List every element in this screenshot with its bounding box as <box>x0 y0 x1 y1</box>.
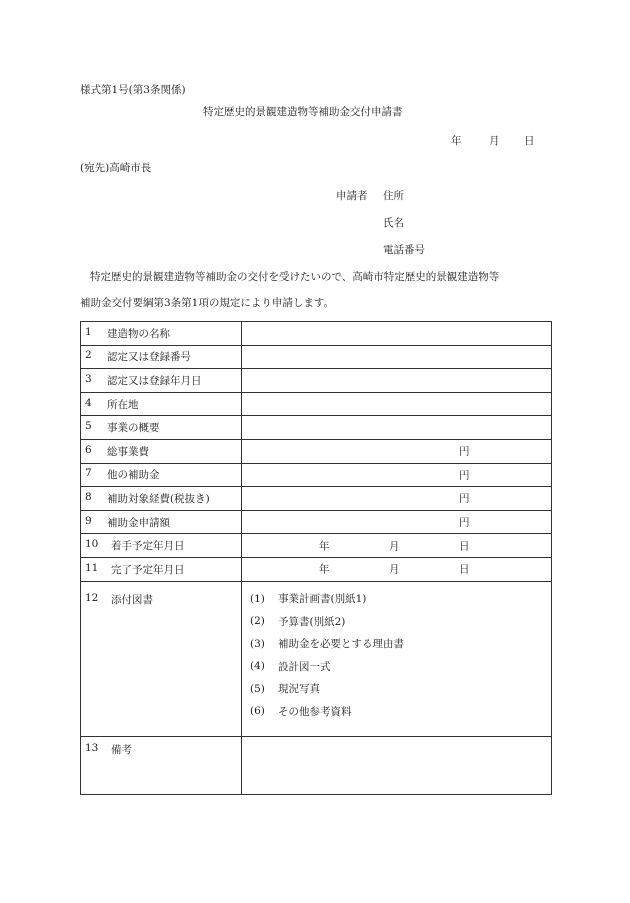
yen-unit: 円 <box>459 492 470 505</box>
row-label: 添付図書 <box>111 593 153 606</box>
year-label: 年 <box>319 540 330 553</box>
completion-date-field[interactable] <box>242 557 552 581</box>
name-label: 氏名 <box>383 217 404 229</box>
addressee: (宛先)高崎市長 <box>80 162 152 174</box>
day-label: 日 <box>459 540 470 553</box>
date-day: 日 <box>524 135 535 147</box>
form-number: 様式第1号(第3条関係) <box>80 84 186 96</box>
attachment-item[interactable] <box>250 655 551 678</box>
location-field[interactable] <box>242 392 552 416</box>
attachment-text: 補助金を必要とする理由書 <box>278 638 404 651</box>
row-label: 総事業費 <box>107 445 149 458</box>
yen-unit: 円 <box>459 516 470 529</box>
attachments-cell <box>242 581 552 736</box>
row-label: 備考 <box>111 743 132 756</box>
date-month: 月 <box>489 135 500 147</box>
row-number: 10 <box>85 538 99 551</box>
month-label: 月 <box>389 540 400 553</box>
table-row <box>81 581 552 736</box>
year-label: 年 <box>319 563 330 576</box>
row-number: 12 <box>85 591 99 604</box>
requested-amount-field[interactable] <box>242 510 552 534</box>
attachment-number: (2) <box>250 615 265 628</box>
row-number: 11 <box>85 561 99 574</box>
address-label: 住所 <box>383 190 404 202</box>
attachment-item[interactable] <box>250 610 551 633</box>
form-title: 特定歴史的景観建造物等補助金交付申請書 <box>203 106 403 118</box>
body-text-line1: 特定歴史的景観建造物等補助金の交付を受けたいので、高崎市特定歴史的景観建造物等 <box>90 271 500 283</box>
attachment-number: (6) <box>250 705 265 718</box>
attachment-number: (5) <box>250 682 265 695</box>
table-row <box>81 557 552 581</box>
row-number: 7 <box>85 467 92 480</box>
total-cost-field[interactable] <box>242 439 552 463</box>
attachment-text: 予算書(別紙2) <box>278 615 346 628</box>
row-number: 3 <box>85 372 92 385</box>
row-label: 補助対象経費(税抜き) <box>107 492 210 505</box>
applicant-label: 申請者 <box>336 190 368 202</box>
row-number: 2 <box>85 349 92 362</box>
row-number: 6 <box>85 443 92 456</box>
attachment-item[interactable] <box>250 678 551 701</box>
attachment-text: 事業計画書(別紙1) <box>278 593 367 606</box>
table-row <box>81 534 552 558</box>
row-label: 建造物の名称 <box>107 327 170 340</box>
yen-unit: 円 <box>459 469 470 482</box>
attachment-number: (3) <box>250 637 265 650</box>
row-label: 所在地 <box>107 398 139 411</box>
row-number: 9 <box>85 514 92 527</box>
row-label: 補助金申請額 <box>107 516 170 529</box>
phone-label: 電話番号 <box>383 244 425 256</box>
day-label: 日 <box>459 563 470 576</box>
row-number: 8 <box>85 490 92 503</box>
attachment-item[interactable] <box>250 633 551 656</box>
row-number: 4 <box>85 396 92 409</box>
row-label: 認定又は登録年月日 <box>107 374 202 387</box>
table-row <box>81 439 552 463</box>
body-text-line2: 補助金交付要綱第3条第1項の規定により申請します。 <box>80 297 335 309</box>
date-year: 年 <box>451 135 462 147</box>
row-number: 13 <box>85 741 99 754</box>
other-subsidy-field[interactable] <box>242 463 552 487</box>
row-label: 他の補助金 <box>107 469 160 482</box>
registration-number-field[interactable] <box>242 345 552 369</box>
table-row <box>81 736 552 794</box>
project-summary-field[interactable] <box>242 416 552 440</box>
row-number: 5 <box>85 420 92 433</box>
application-table <box>80 321 552 795</box>
start-date-field[interactable] <box>242 534 552 558</box>
month-label: 月 <box>389 563 400 576</box>
attachment-number: (4) <box>250 660 265 673</box>
table-row <box>81 510 552 534</box>
remarks-field[interactable] <box>242 736 552 794</box>
table-row <box>81 487 552 511</box>
row-label: 完了予定年月日 <box>111 563 185 576</box>
attachment-item[interactable] <box>250 700 551 723</box>
attachment-text: その他参考資料 <box>278 705 352 718</box>
building-name-field[interactable] <box>242 322 552 346</box>
attachment-item[interactable] <box>250 588 551 611</box>
table-row <box>81 369 552 393</box>
yen-unit: 円 <box>459 445 470 458</box>
attachment-number: (1) <box>250 592 265 605</box>
table-row <box>81 345 552 369</box>
registration-date-field[interactable] <box>242 369 552 393</box>
eligible-cost-field[interactable] <box>242 487 552 511</box>
attachment-text: 現況写真 <box>278 683 320 696</box>
row-label: 着手予定年月日 <box>111 540 185 553</box>
table-row <box>81 463 552 487</box>
row-label: 認定又は登録番号 <box>107 351 191 364</box>
table-row <box>81 392 552 416</box>
attachment-text: 設計図一式 <box>278 660 331 673</box>
table-row <box>81 416 552 440</box>
table-row <box>81 322 552 346</box>
row-label: 事業の概要 <box>107 422 160 435</box>
row-number: 1 <box>85 325 92 338</box>
